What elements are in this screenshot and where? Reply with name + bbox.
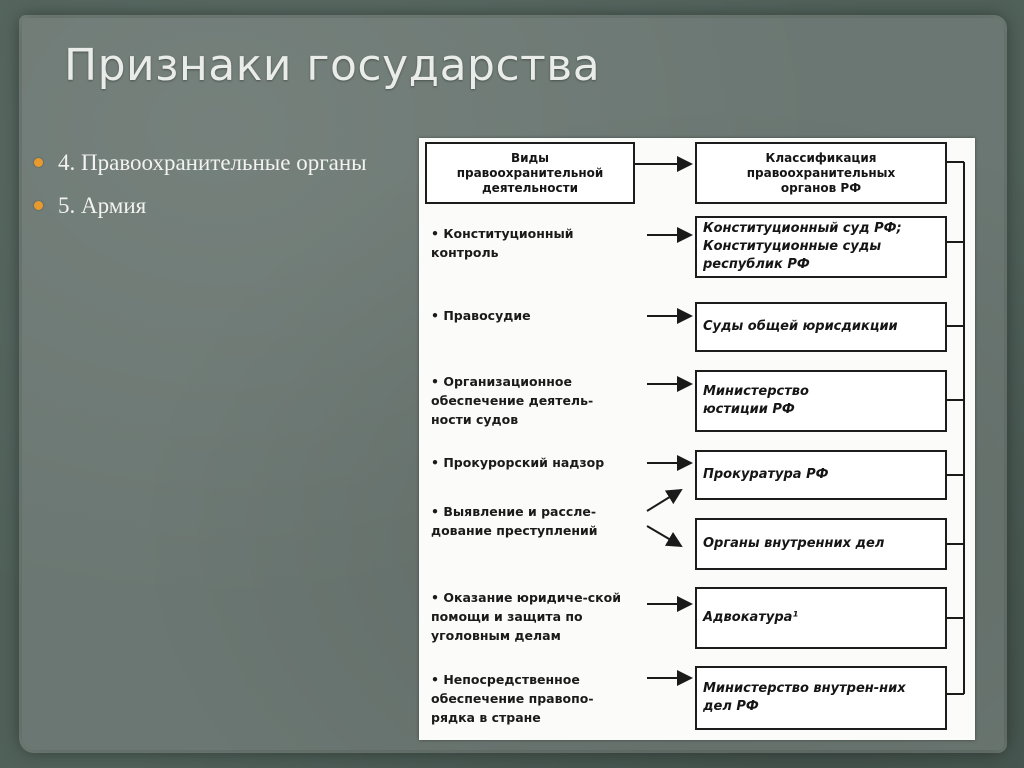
arrow-5b <box>647 526 681 546</box>
organ-text: Конституционный суд РФ; Конституционные суды республик РФ <box>703 221 902 272</box>
bullet-dot-icon <box>34 158 43 167</box>
organ-text: Прокуратура РФ <box>703 467 829 482</box>
organ-box <box>695 302 947 352</box>
left-header-box <box>425 142 635 204</box>
slide-title: Признаки государства <box>64 40 601 91</box>
bullet-text: 5. Армия <box>58 193 147 218</box>
organ-box <box>695 450 947 500</box>
activity-item: • Непосредственное обеспечение правопо-рядка в стране <box>431 672 594 725</box>
left-header-text: Виды правоохранительной деятельности <box>456 150 604 195</box>
bullet-text: 4. Правоохранительные органы <box>58 150 367 175</box>
organ-text: Органы внутренних дел <box>703 536 885 551</box>
bullet-item <box>34 146 414 179</box>
organ-box <box>695 666 947 730</box>
diagram-image <box>419 138 975 740</box>
activity-item: • Оказание юридиче-ской помощи и защита по уголовным делам <box>431 590 622 643</box>
organ-box <box>695 587 947 649</box>
organ-box <box>695 370 947 432</box>
activity-item: • Организационное обеспечение деятель-ности судов <box>431 374 594 427</box>
bullet-item <box>34 189 414 222</box>
bullet-dot-icon <box>34 201 43 210</box>
organ-box <box>695 216 947 278</box>
arrow-5a <box>647 490 681 511</box>
organ-text: Министерство юстиции РФ <box>703 384 809 417</box>
organ-text: Министерство внутрен-них дел РФ <box>703 681 906 714</box>
bullet-list <box>34 146 414 232</box>
organ-text: Суды общей юрисдикции <box>703 319 898 334</box>
right-header-text: Классификация правоохранительных органов РФ <box>746 150 896 195</box>
activity-item: • Конституционный контроль <box>431 226 574 260</box>
activity-item: • Прокурорский надзор <box>431 455 605 470</box>
right-header-box <box>695 142 947 204</box>
organ-box <box>695 518 947 570</box>
organ-text: Адвокатура¹ <box>703 610 799 625</box>
activity-item: • Выявление и рассле-дование преступлений <box>431 504 598 538</box>
activity-item: • Правосудие <box>431 308 531 323</box>
